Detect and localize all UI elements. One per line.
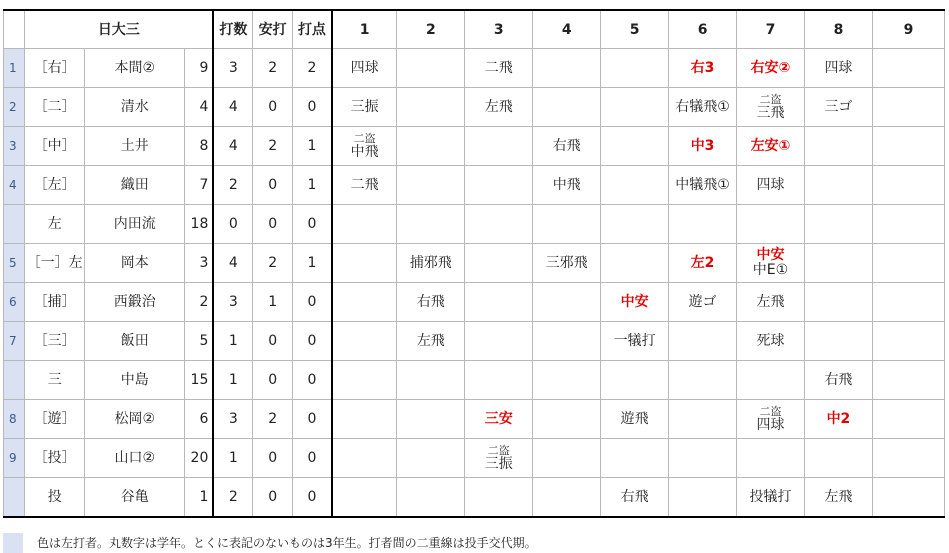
batter-row xyxy=(4,166,945,205)
inning-result xyxy=(465,127,533,166)
at-bats: 1 xyxy=(213,439,253,478)
rbi: 1 xyxy=(292,166,332,205)
uniform-number: 8 xyxy=(185,127,213,166)
inning-result xyxy=(737,205,805,244)
inning-result xyxy=(332,400,397,439)
at-bat-result: 左飛 xyxy=(484,98,513,115)
uniform-number: 5 xyxy=(185,322,213,361)
batter-row xyxy=(4,244,945,283)
batter-row xyxy=(4,400,945,439)
inning-result xyxy=(601,283,669,322)
at-bat-result: 右3 xyxy=(690,59,715,76)
position: ［三］ xyxy=(25,322,85,361)
player-name: 西鍛治 xyxy=(85,283,185,322)
at-bat-result: 四球 xyxy=(350,59,379,76)
inning-result xyxy=(533,361,601,400)
player-name: 山口② xyxy=(85,439,185,478)
player-name: 谷亀 xyxy=(85,478,185,518)
header-inning: 3 xyxy=(465,10,533,49)
at-bat-result: 中安 xyxy=(756,247,785,263)
rbi: 0 xyxy=(292,322,332,361)
inning-result xyxy=(332,88,397,127)
inning-result xyxy=(669,439,737,478)
at-bat-result: 左2 xyxy=(690,254,715,271)
at-bat-result: 右犠飛① xyxy=(675,98,730,115)
inning-result xyxy=(737,244,805,283)
inning-result xyxy=(601,205,669,244)
hits: 2 xyxy=(253,400,293,439)
at-bat-result: 捕邪飛 xyxy=(409,254,452,271)
inning-result xyxy=(533,127,601,166)
inning-result xyxy=(601,361,669,400)
batter-row xyxy=(4,49,945,88)
at-bat-result: 三邪飛 xyxy=(545,254,588,271)
footnote-color-key xyxy=(3,533,23,553)
at-bat-result: 中2 xyxy=(826,410,851,427)
inning-result xyxy=(332,166,397,205)
inning-result xyxy=(397,205,465,244)
inning-result xyxy=(465,166,533,205)
at-bat-result: 右飛 xyxy=(552,137,581,154)
batter-row xyxy=(4,205,945,244)
inning-result xyxy=(465,400,533,439)
inning-result xyxy=(332,478,397,518)
inning-result xyxy=(872,49,944,88)
at-bat-result: 中飛 xyxy=(350,143,379,160)
inning-result xyxy=(332,283,397,322)
at-bat-result: 右飛 xyxy=(824,371,853,388)
inning-result xyxy=(804,49,872,88)
inning-result xyxy=(872,244,944,283)
inning-result xyxy=(669,361,737,400)
at-bats: 1 xyxy=(213,361,253,400)
inning-result xyxy=(669,88,737,127)
inning-result xyxy=(465,322,533,361)
at-bat-result: 左安① xyxy=(750,137,791,154)
inning-result xyxy=(804,166,872,205)
inning-result xyxy=(872,166,944,205)
player-name: 中島 xyxy=(85,361,185,400)
header-inning: 5 xyxy=(601,10,669,49)
at-bat-result: 中3 xyxy=(690,137,715,154)
player-name: 岡本 xyxy=(85,244,185,283)
header-inning: 9 xyxy=(872,10,944,49)
inning-result xyxy=(601,49,669,88)
rbi: 0 xyxy=(292,439,332,478)
at-bats: 4 xyxy=(213,244,253,283)
inning-result xyxy=(872,322,944,361)
rbi: 1 xyxy=(292,244,332,283)
player-name: 飯田 xyxy=(85,322,185,361)
player-name: 内田流 xyxy=(85,205,185,244)
position: ［右］ xyxy=(25,49,85,88)
header-inning: 6 xyxy=(669,10,737,49)
uniform-number: 18 xyxy=(185,205,213,244)
at-bat-result: 投犠打 xyxy=(749,488,792,505)
inning-result xyxy=(397,322,465,361)
uniform-number: 7 xyxy=(185,166,213,205)
inning-result xyxy=(804,400,872,439)
header-inning: 4 xyxy=(533,10,601,49)
at-bat-result: 死球 xyxy=(756,332,785,349)
player-name: 織田 xyxy=(85,166,185,205)
header-rbi: 打点 xyxy=(292,10,332,49)
inning-result xyxy=(601,478,669,518)
inning-result xyxy=(601,88,669,127)
uniform-number: 6 xyxy=(185,400,213,439)
inning-result xyxy=(737,88,805,127)
stolen-base-note: 二盗 xyxy=(759,92,782,106)
batter-row xyxy=(4,88,945,127)
batting-order: 8 xyxy=(4,400,25,439)
inning-result xyxy=(465,205,533,244)
inning-result xyxy=(397,283,465,322)
at-bat-result: 中飛 xyxy=(552,176,581,193)
inning-result xyxy=(872,127,944,166)
at-bats: 3 xyxy=(213,400,253,439)
batting-order: 6 xyxy=(4,283,25,322)
inning-result xyxy=(737,283,805,322)
inning-result xyxy=(872,439,944,478)
inning-result xyxy=(397,244,465,283)
at-bat-result: 遊ゴ xyxy=(688,293,717,310)
batter-row xyxy=(4,361,945,400)
inning-result xyxy=(737,127,805,166)
position: ［一］左 xyxy=(25,244,85,283)
position: 三 xyxy=(25,361,85,400)
at-bat-result: 中犠飛① xyxy=(675,176,730,193)
rbi: 0 xyxy=(292,283,332,322)
inning-result xyxy=(669,400,737,439)
hits: 2 xyxy=(253,49,293,88)
batting-order: 9 xyxy=(4,439,25,478)
stolen-base-note: 二盗 xyxy=(487,443,510,457)
header-at-bats: 打数 xyxy=(213,10,253,49)
header-inning: 7 xyxy=(737,10,805,49)
position: ［左］ xyxy=(25,166,85,205)
uniform-number: 1 xyxy=(185,478,213,518)
at-bat-result: 三振 xyxy=(350,98,379,115)
uniform-number: 4 xyxy=(185,88,213,127)
at-bat-result: 左飛 xyxy=(824,488,853,505)
header-inning: 8 xyxy=(804,10,872,49)
hits: 0 xyxy=(253,478,293,518)
uniform-number: 9 xyxy=(185,49,213,88)
inning-result xyxy=(804,205,872,244)
batter-row xyxy=(4,478,945,518)
inning-result xyxy=(804,322,872,361)
inning-result xyxy=(533,205,601,244)
inning-result xyxy=(332,205,397,244)
footnote-row xyxy=(3,533,945,553)
inning-result xyxy=(465,244,533,283)
player-name: 土井 xyxy=(85,127,185,166)
at-bat-result: 四球 xyxy=(756,176,785,193)
inning-result xyxy=(804,439,872,478)
position: ［投］ xyxy=(25,439,85,478)
position: 左 xyxy=(25,205,85,244)
inning-result xyxy=(804,244,872,283)
at-bat-result: 四球 xyxy=(756,416,785,433)
at-bat-result: 中安 xyxy=(620,293,649,310)
at-bats: 4 xyxy=(213,127,253,166)
inning-result xyxy=(804,478,872,518)
header-inning: 2 xyxy=(397,10,465,49)
inning-result xyxy=(737,400,805,439)
batting-order xyxy=(4,478,25,518)
inning-result xyxy=(332,322,397,361)
team-name: 日大三 xyxy=(25,10,214,49)
rbi: 1 xyxy=(292,127,332,166)
inning-result xyxy=(332,439,397,478)
inning-result xyxy=(804,127,872,166)
batting-order: 2 xyxy=(4,88,25,127)
hits: 0 xyxy=(253,322,293,361)
inning-result xyxy=(669,283,737,322)
hits: 0 xyxy=(253,361,293,400)
inning-result xyxy=(737,439,805,478)
hits: 2 xyxy=(253,127,293,166)
at-bat-result: 右安② xyxy=(750,59,791,76)
inning-result xyxy=(872,478,944,518)
at-bat-result: 右飛 xyxy=(620,488,649,505)
inning-result xyxy=(804,283,872,322)
rbi: 2 xyxy=(292,49,332,88)
at-bat-result: 左飛 xyxy=(756,293,785,310)
inning-result xyxy=(669,127,737,166)
at-bat-result: 三飛 xyxy=(756,104,785,121)
inning-result xyxy=(872,283,944,322)
position: ［遊］ xyxy=(25,400,85,439)
inning-result xyxy=(533,283,601,322)
inning-result xyxy=(332,49,397,88)
inning-result xyxy=(332,127,397,166)
batter-row xyxy=(4,439,945,478)
uniform-number: 15 xyxy=(185,361,213,400)
batting-order: 3 xyxy=(4,127,25,166)
inning-result xyxy=(397,166,465,205)
at-bats: 2 xyxy=(213,478,253,518)
at-bats: 1 xyxy=(213,322,253,361)
inning-result xyxy=(601,400,669,439)
rbi: 0 xyxy=(292,400,332,439)
hits: 0 xyxy=(253,88,293,127)
at-bat-result: 三ゴ xyxy=(824,98,853,115)
inning-result xyxy=(397,49,465,88)
inning-result xyxy=(533,49,601,88)
uniform-number: 20 xyxy=(185,439,213,478)
hits: 0 xyxy=(253,205,293,244)
at-bat-result: 遊飛 xyxy=(620,410,649,427)
inning-result xyxy=(601,439,669,478)
batting-table-body xyxy=(4,10,945,517)
inning-result xyxy=(737,166,805,205)
header-inning: 1 xyxy=(332,10,397,49)
batting-order: 7 xyxy=(4,322,25,361)
position: ［中］ xyxy=(25,127,85,166)
inning-result xyxy=(669,49,737,88)
stolen-base-note: 二盗 xyxy=(353,131,376,145)
batting-order: 1 xyxy=(4,49,25,88)
hits: 2 xyxy=(253,244,293,283)
at-bat-result: 右飛 xyxy=(416,293,445,310)
inning-result xyxy=(601,244,669,283)
inning-result xyxy=(533,322,601,361)
uniform-number: 2 xyxy=(185,283,213,322)
inning-result xyxy=(397,88,465,127)
rbi: 0 xyxy=(292,478,332,518)
inning-result xyxy=(533,88,601,127)
inning-result xyxy=(465,283,533,322)
hits: 0 xyxy=(253,439,293,478)
player-name: 本間② xyxy=(85,49,185,88)
inning-result xyxy=(804,361,872,400)
inning-result xyxy=(533,439,601,478)
inning-result xyxy=(465,361,533,400)
inning-result xyxy=(872,400,944,439)
at-bats: 0 xyxy=(213,205,253,244)
inning-result xyxy=(397,400,465,439)
batting-order: 4 xyxy=(4,166,25,205)
inning-result xyxy=(669,478,737,518)
inning-result xyxy=(669,244,737,283)
inning-result xyxy=(669,322,737,361)
hits: 1 xyxy=(253,283,293,322)
at-bat-result: 二飛 xyxy=(350,176,379,193)
at-bat-result: 四球 xyxy=(824,59,853,76)
batting-order: 5 xyxy=(4,244,25,283)
header-hits: 安打 xyxy=(253,10,293,49)
inning-result xyxy=(872,361,944,400)
uniform-number: 3 xyxy=(185,244,213,283)
at-bats: 4 xyxy=(213,88,253,127)
batting-order xyxy=(4,361,25,400)
rbi: 0 xyxy=(292,361,332,400)
inning-result xyxy=(872,205,944,244)
inning-result xyxy=(465,49,533,88)
hits: 0 xyxy=(253,166,293,205)
position: ［二］ xyxy=(25,88,85,127)
at-bats: 3 xyxy=(213,49,253,88)
position: ［捕］ xyxy=(25,283,85,322)
inning-result xyxy=(737,478,805,518)
inning-result xyxy=(465,88,533,127)
inning-result xyxy=(533,478,601,518)
inning-result xyxy=(397,439,465,478)
rbi: 0 xyxy=(292,88,332,127)
inning-result xyxy=(465,439,533,478)
header-order-cell xyxy=(4,10,25,49)
batter-row xyxy=(4,283,945,322)
inning-result xyxy=(804,88,872,127)
inning-result xyxy=(533,166,601,205)
inning-result xyxy=(397,127,465,166)
batting-table xyxy=(3,9,945,518)
inning-result xyxy=(601,322,669,361)
inning-result xyxy=(872,88,944,127)
inning-result xyxy=(737,322,805,361)
inning-result xyxy=(465,478,533,518)
at-bat-result: 三振 xyxy=(484,455,513,472)
at-bats: 2 xyxy=(213,166,253,205)
inning-result xyxy=(533,400,601,439)
inning-result xyxy=(533,244,601,283)
inning-result xyxy=(397,361,465,400)
rbi: 0 xyxy=(292,205,332,244)
batter-row xyxy=(4,127,945,166)
inning-result xyxy=(737,49,805,88)
header-row xyxy=(4,10,945,49)
at-bat-result: 二飛 xyxy=(484,59,513,76)
stolen-base-note: 二盗 xyxy=(759,404,782,418)
position: 投 xyxy=(25,478,85,518)
inning-result xyxy=(669,205,737,244)
at-bat-result: 三安 xyxy=(484,410,513,427)
footnote-text: 色は左打者。丸数字は学年。とくに表記のないものは3年生。打者間の二重線は投手交代期。 xyxy=(37,536,537,550)
inning-result xyxy=(737,361,805,400)
inning-result xyxy=(397,478,465,518)
player-name: 松岡② xyxy=(85,400,185,439)
at-bat-result: 左飛 xyxy=(416,332,445,349)
inning-result xyxy=(332,361,397,400)
inning-result xyxy=(601,166,669,205)
at-bats: 3 xyxy=(213,283,253,322)
inning-result xyxy=(601,127,669,166)
inning-result xyxy=(332,244,397,283)
player-name: 清水 xyxy=(85,88,185,127)
batting-order xyxy=(4,205,25,244)
at-bat-result: 一犠打 xyxy=(613,332,656,349)
inning-result xyxy=(669,166,737,205)
batter-row xyxy=(4,322,945,361)
at-bat-result-secondary: 中E① xyxy=(752,262,789,278)
